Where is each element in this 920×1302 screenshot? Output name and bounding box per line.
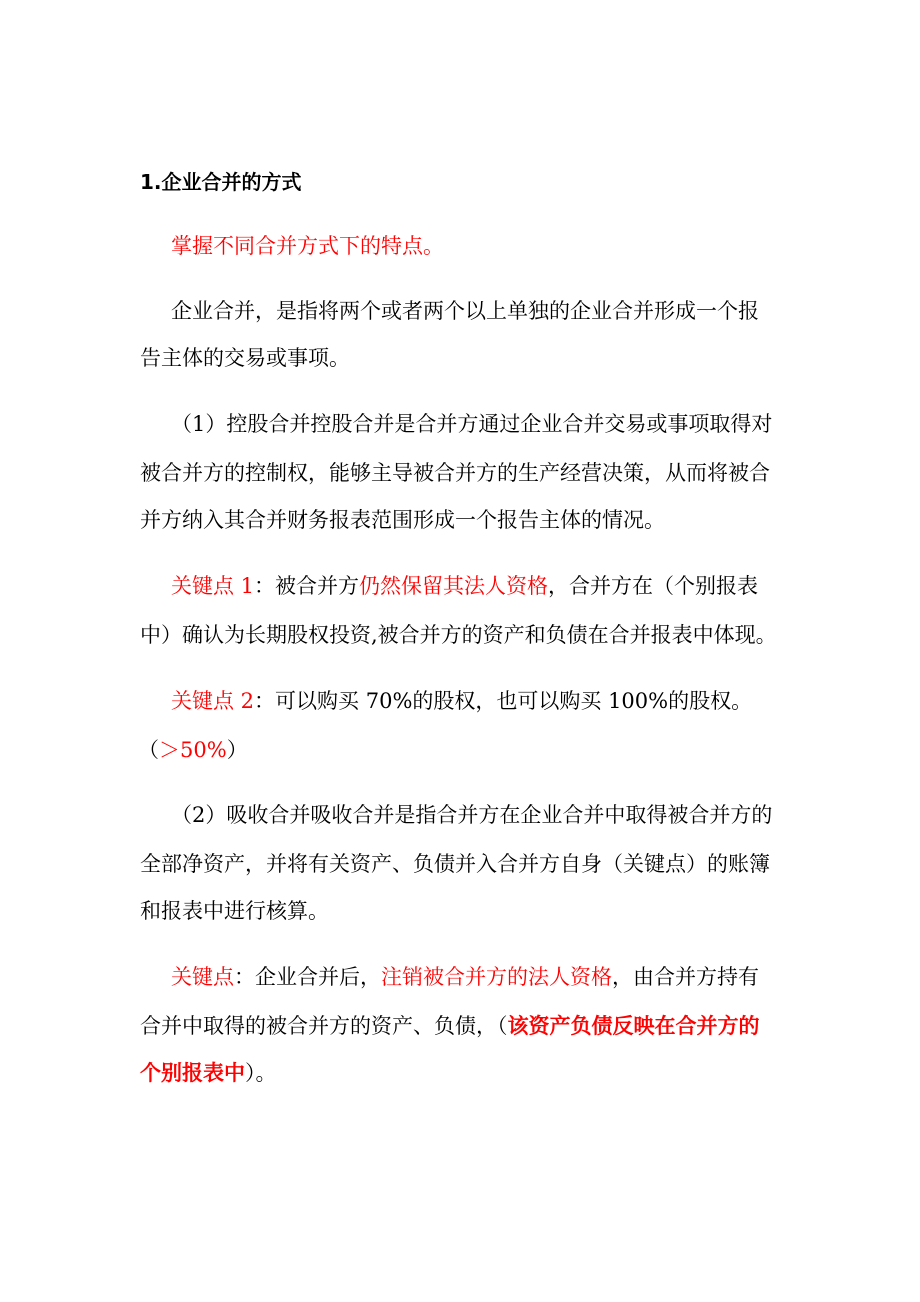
key-point-3-rest: ，由合并方持有 xyxy=(612,965,759,989)
ratio-open-paren: （ xyxy=(138,738,159,762)
section-heading: 1.企业合并的方式 xyxy=(140,170,302,194)
key-point-3-line-3-highlight: 个别报表中 xyxy=(140,1060,245,1085)
key-point-1-label: 关键点 1 xyxy=(171,574,255,598)
subtitle-note: 掌握不同合并方式下的特点。 xyxy=(171,234,444,258)
key-point-3-line-1 xyxy=(171,962,759,992)
key-point-1-text: ：被合并方 xyxy=(254,574,360,598)
key-point-3-text: ：企业合并后， xyxy=(234,965,381,989)
section-2-line-1: （2）吸收合并吸收合并是指合并方在企业合并中取得被合并方的 xyxy=(171,803,773,827)
key-point-3-line-3-end: ）。 xyxy=(245,1061,277,1085)
key-point-1-line-1 xyxy=(171,571,758,601)
section-1-line-1: （1）控股合并控股合并是合并方通过企业合并交易或事项取得对 xyxy=(171,412,773,436)
key-point-3-line-2-highlight: 该资产负债反映在合并方的 xyxy=(507,1013,760,1038)
section-1-line-3: 并方纳入其合并财务报表范围形成一个报告主体的情况。 xyxy=(140,508,665,532)
section-2-line-3: 和报表中进行核算。 xyxy=(140,899,329,923)
key-point-3-highlight: 注销被合并方的法人资格 xyxy=(381,965,612,989)
ratio-threshold: ＞50% xyxy=(159,738,227,762)
key-point-3-line-2-text: 合并中取得的被合并方的资产、负债，（ xyxy=(140,1014,508,1038)
key-point-2-label: 关键点 2 xyxy=(171,689,255,713)
key-point-3-label: 关键点 xyxy=(171,965,234,989)
key-point-2-text: ：可以购买 70%的股权，也可以购买 100%的股权。 xyxy=(254,689,753,713)
key-point-1-rest: ，合并方在（个别报表 xyxy=(548,574,759,598)
key-point-2-line-2 xyxy=(138,735,248,765)
key-point-3-line-2 xyxy=(140,1011,760,1041)
section-1-line-2: 被合并方的控制权，能够主导被合并方的生产经营决策，从而将被合 xyxy=(140,461,770,485)
key-point-1-highlight: 仍然保留其法人资格 xyxy=(359,574,549,598)
key-point-1-line-2: 中）确认为长期股权投资,被合并方的资产和负债在合并报表中体现。 xyxy=(140,623,777,647)
section-2-line-2: 全部净资产，并将有关资产、负债并入合并方自身（关键点）的账簿 xyxy=(140,852,770,876)
key-point-2-line-1 xyxy=(171,686,752,716)
ratio-close-paren: ） xyxy=(226,738,248,762)
intro-line-2: 告主体的交易或事项。 xyxy=(140,346,350,370)
key-point-3-line-3 xyxy=(140,1058,277,1088)
intro-line-1: 企业合并，是指将两个或者两个以上单独的企业合并形成一个报 xyxy=(171,299,759,323)
